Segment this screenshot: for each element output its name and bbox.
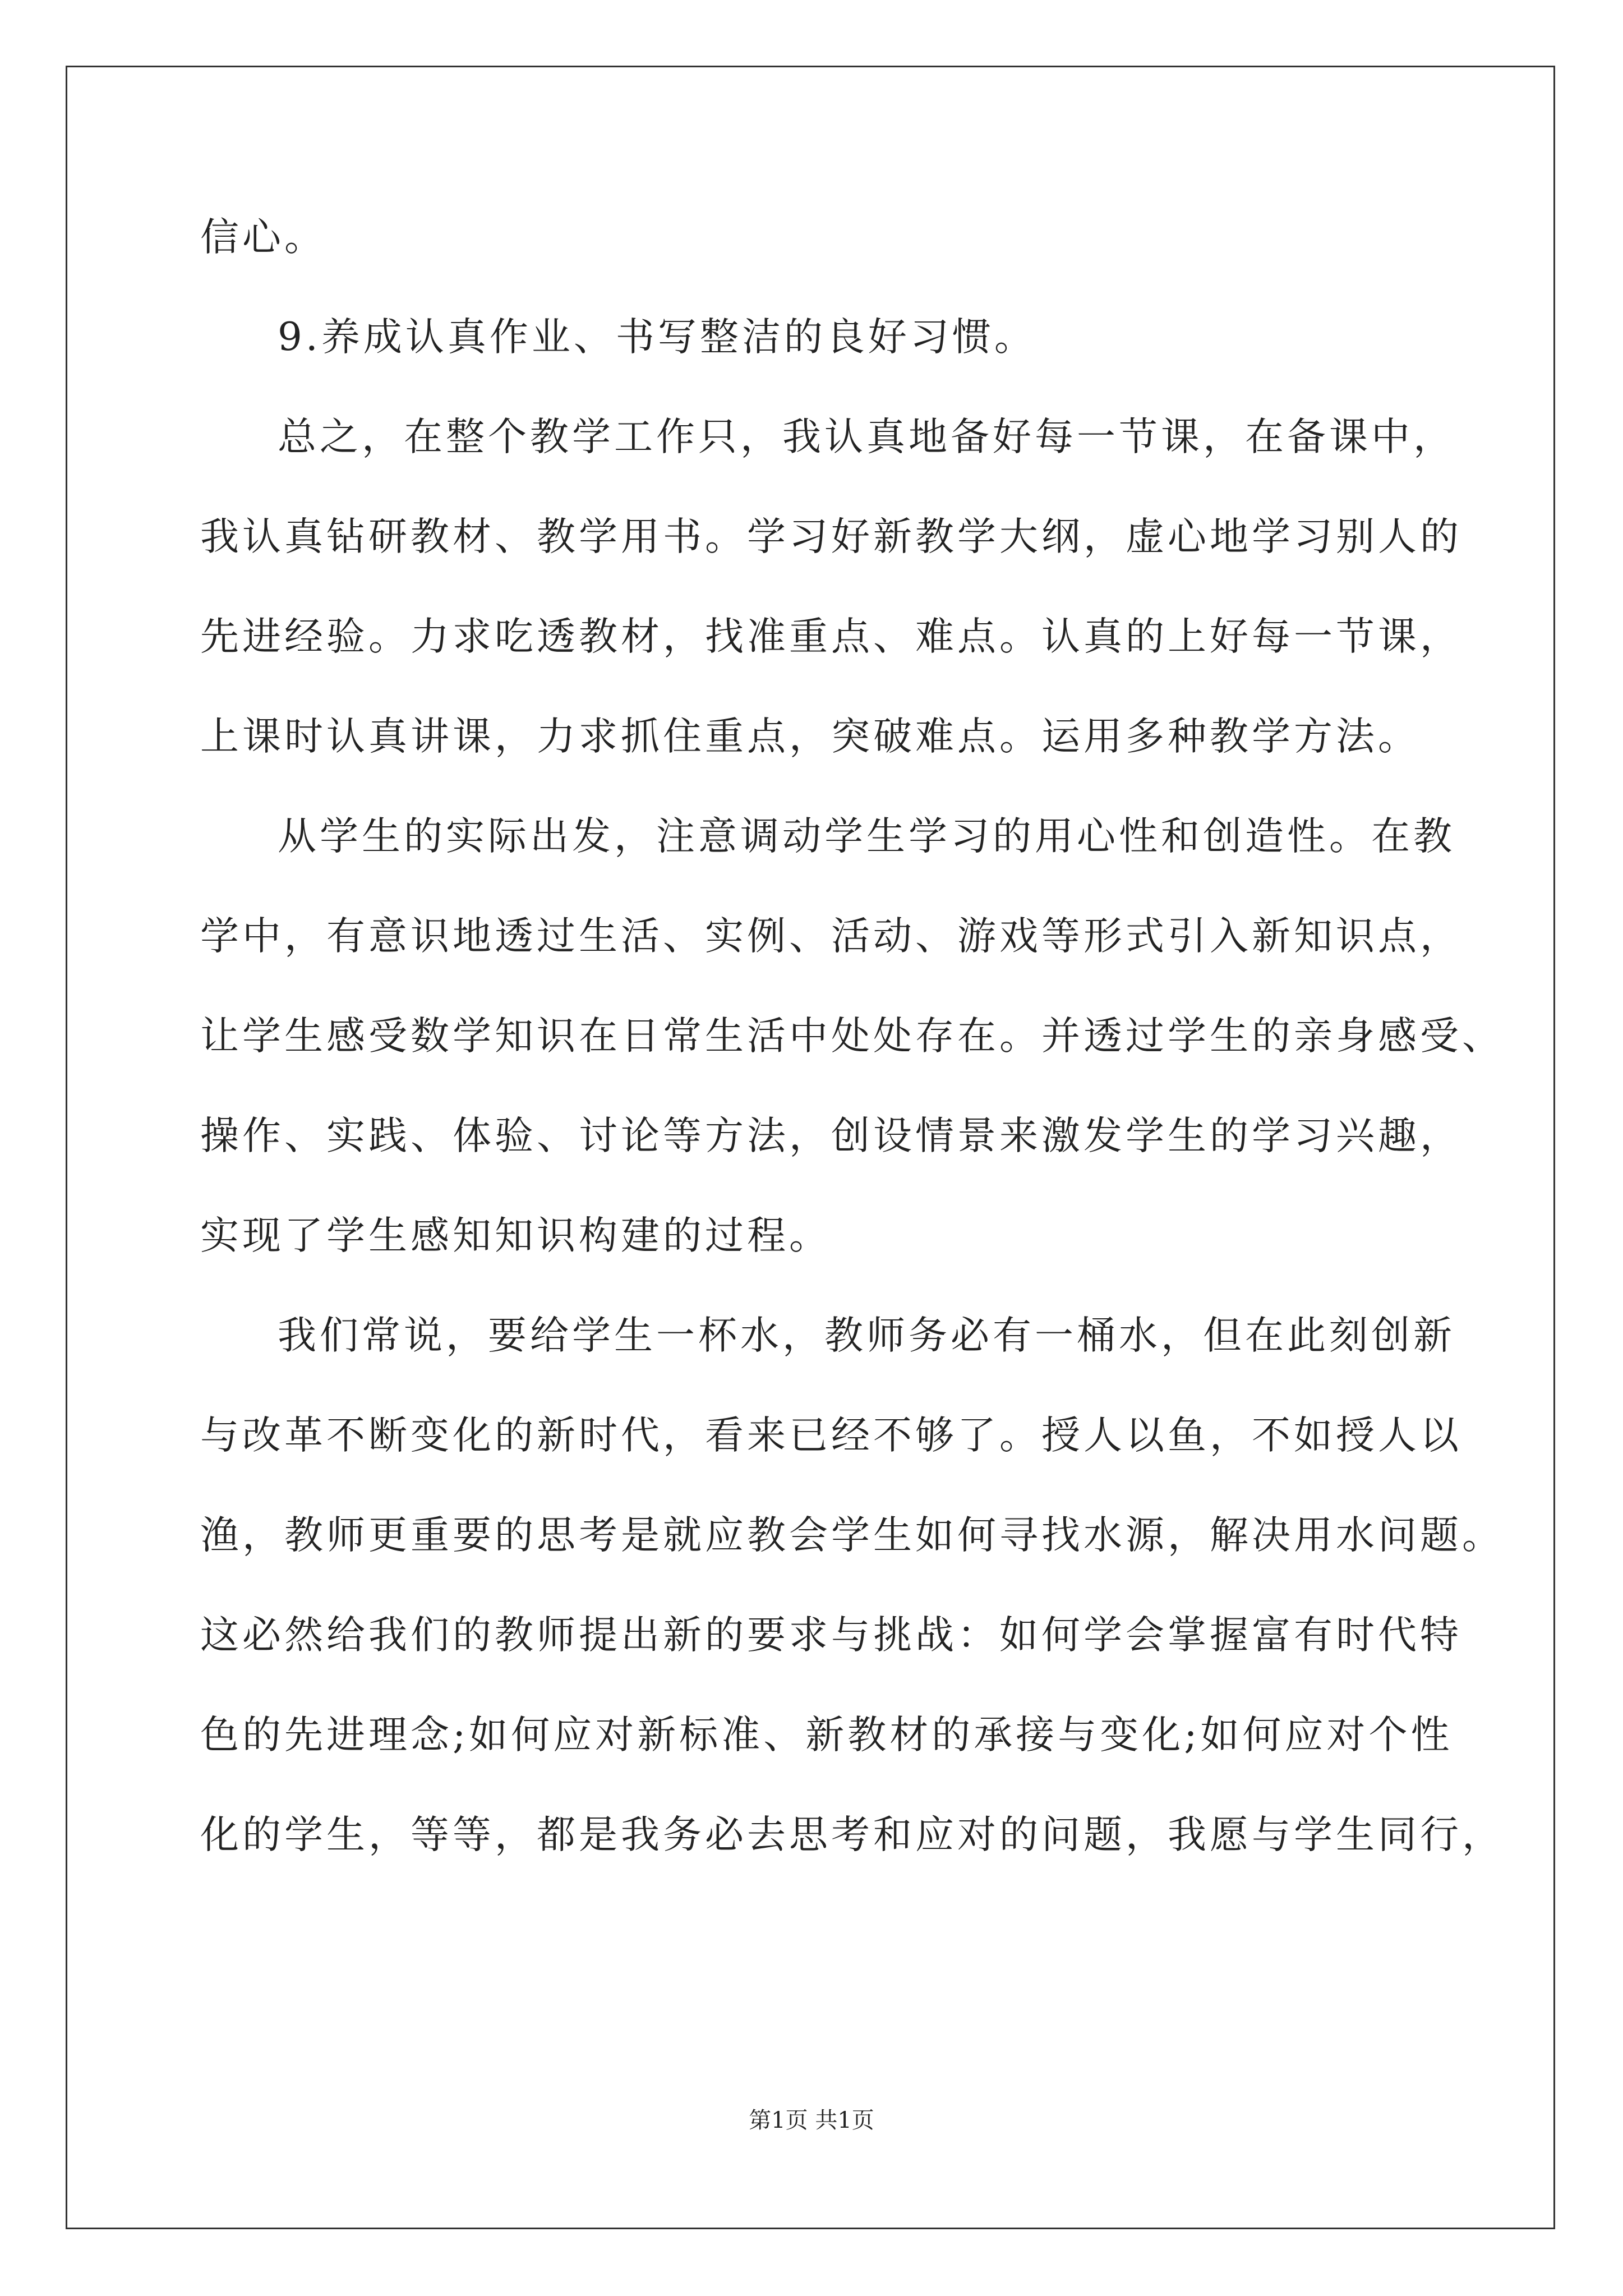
- text-line: 9.养成认真作业、书写整洁的良好习惯。: [278, 315, 1036, 360]
- text-line: 与改革不断变化的新时代，看来已经不够了。授人以鱼，不如授人以: [200, 1413, 1462, 1458]
- text-line: 渔，教师更重要的思考是就应教会学生如何寻找水源，解决用水问题。: [200, 1513, 1504, 1558]
- text-line: 色的先进理念;如何应对新标准、新教材的承接与变化;如何应对个性: [200, 1713, 1453, 1757]
- text-line: 信心。: [200, 215, 326, 260]
- text-line: 学中，有意识地透过生活、实例、活动、游戏等形式引入新知识点，: [200, 914, 1462, 959]
- text-line: 操作、实践、体验、讨论等方法，创设情景来激发学生的学习兴趣，: [200, 1114, 1462, 1158]
- text-line: 从学生的实际出发，注意调动学生学习的用心性和创造性。在教: [278, 814, 1455, 859]
- text-line: 总之，在整个教学工作只，我认真地备好每一节课，在备课中，: [278, 415, 1455, 459]
- text-line: 先进经验。力求吃透教材，找准重点、难点。认真的上好每一节课，: [200, 614, 1462, 659]
- text-line: 上课时认真讲课，力求抓住重点，突破难点。运用多种教学方法。: [200, 714, 1420, 759]
- text-line: 实现了学生感知知识构建的过程。: [200, 1213, 831, 1258]
- text-line: 我们常说，要给学生一杯水，教师务必有一桶水，但在此刻创新: [278, 1313, 1455, 1358]
- text-line: 这必然给我们的教师提出新的要求与挑战：如何学会掌握富有时代特: [200, 1613, 1462, 1658]
- page-number-footer: 第1页 共1页: [749, 2108, 874, 2133]
- text-line: 我认真钻研教材、教学用书。学习好新教学大纲，虚心地学习别人的: [200, 514, 1462, 559]
- text-line: 化的学生，等等，都是我务必去思考和应对的问题，我愿与学生同行，: [200, 1812, 1504, 1857]
- text-line: 让学生感受数学知识在日常生活中处处存在。并透过学生的亲身感受、: [200, 1014, 1504, 1059]
